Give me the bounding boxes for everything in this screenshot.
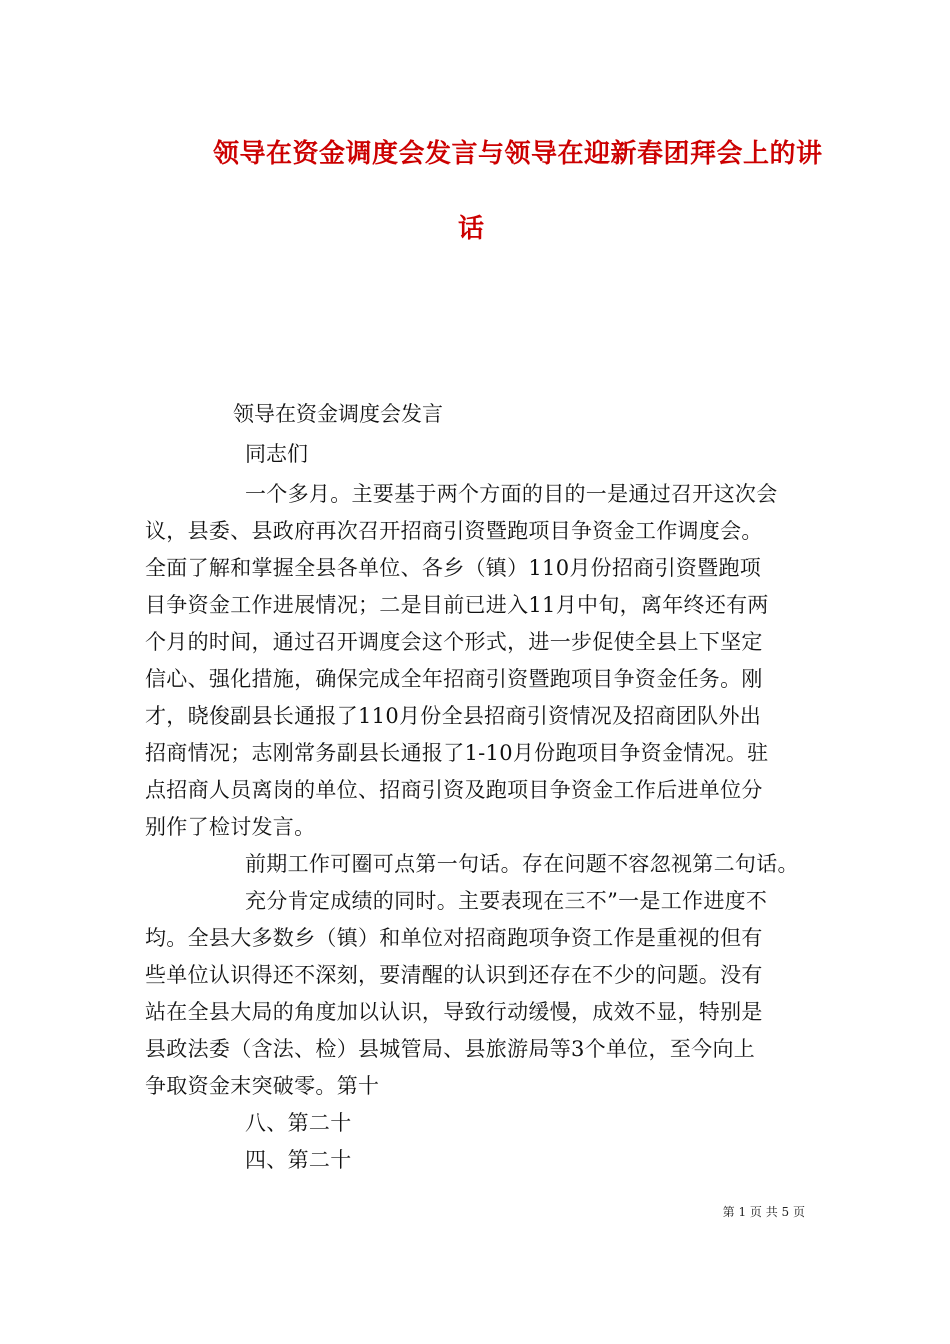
body-line: 全面了解和掌握全县各单位、各乡（镇）110月份招商引资暨跑项 bbox=[145, 556, 762, 580]
body-line: 一个多月。主要基于两个方面的目的一是通过召开这次会 bbox=[245, 482, 778, 506]
body-line: 别作了检讨发言。 bbox=[145, 815, 316, 839]
body-line: 才，晓俊副县长通报了110月份全县招商引资情况及招商团队外出 bbox=[145, 704, 762, 728]
body-line: 八、第二十 bbox=[245, 1111, 352, 1135]
document-title-line2: 话 bbox=[458, 214, 485, 244]
body-line: 目争资金工作进展情况；二是目前已进入11月中旬，离年终还有两 bbox=[145, 593, 769, 617]
body-line: 均。全县大多数乡（镇）和单位对招商跑项争资工作是重视的但有 bbox=[145, 926, 763, 950]
body-line: 信心、强化措施，确保完成全年招商引资暨跑项目争资金任务。刚 bbox=[145, 667, 763, 691]
salutation: 同志们 bbox=[245, 442, 308, 466]
body-line: 个月的时间，通过召开调度会这个形式，进一步促使全县上下坚定 bbox=[145, 630, 763, 654]
body-line: 点招商人员离岗的单位、招商引资及跑项目争资金工作后进单位分 bbox=[145, 778, 763, 802]
body-line: 前期工作可圈可点第一句话。存在问题不容忽视第二句话。 bbox=[245, 852, 799, 876]
body-line: 些单位认识得还不深刻，要清醒的认识到还存在不少的问题。没有 bbox=[145, 963, 763, 987]
body-line: 四、第二十 bbox=[245, 1148, 352, 1172]
body-line: 县政法委（含法、检）县城管局、县旅游局等3个单位，至今向上 bbox=[145, 1037, 756, 1061]
body-line: 争取资金末突破零。第十 bbox=[145, 1074, 380, 1098]
body-line: 议，县委、县政府再次召开招商引资暨跑项目争资金工作调度会。 bbox=[145, 519, 763, 543]
body-line: 招商情况；志刚常务副县长通报了1-10月份跑项目争资金情况。驻 bbox=[145, 741, 769, 765]
page-number: 第 1 页 共 5 页 bbox=[722, 1205, 805, 1219]
body-line: 充分肯定成绩的同时。主要表现在三不”一是工作进度不 bbox=[245, 889, 768, 913]
body-line: 站在全县大局的角度加以认识，导致行动缓慢，成效不显，特别是 bbox=[145, 1000, 763, 1024]
section-heading: 领导在资金调度会发言 bbox=[233, 402, 443, 426]
document-title-line1: 领导在资金调度会发言与领导在迎新春团拜会上的讲 bbox=[213, 139, 823, 169]
